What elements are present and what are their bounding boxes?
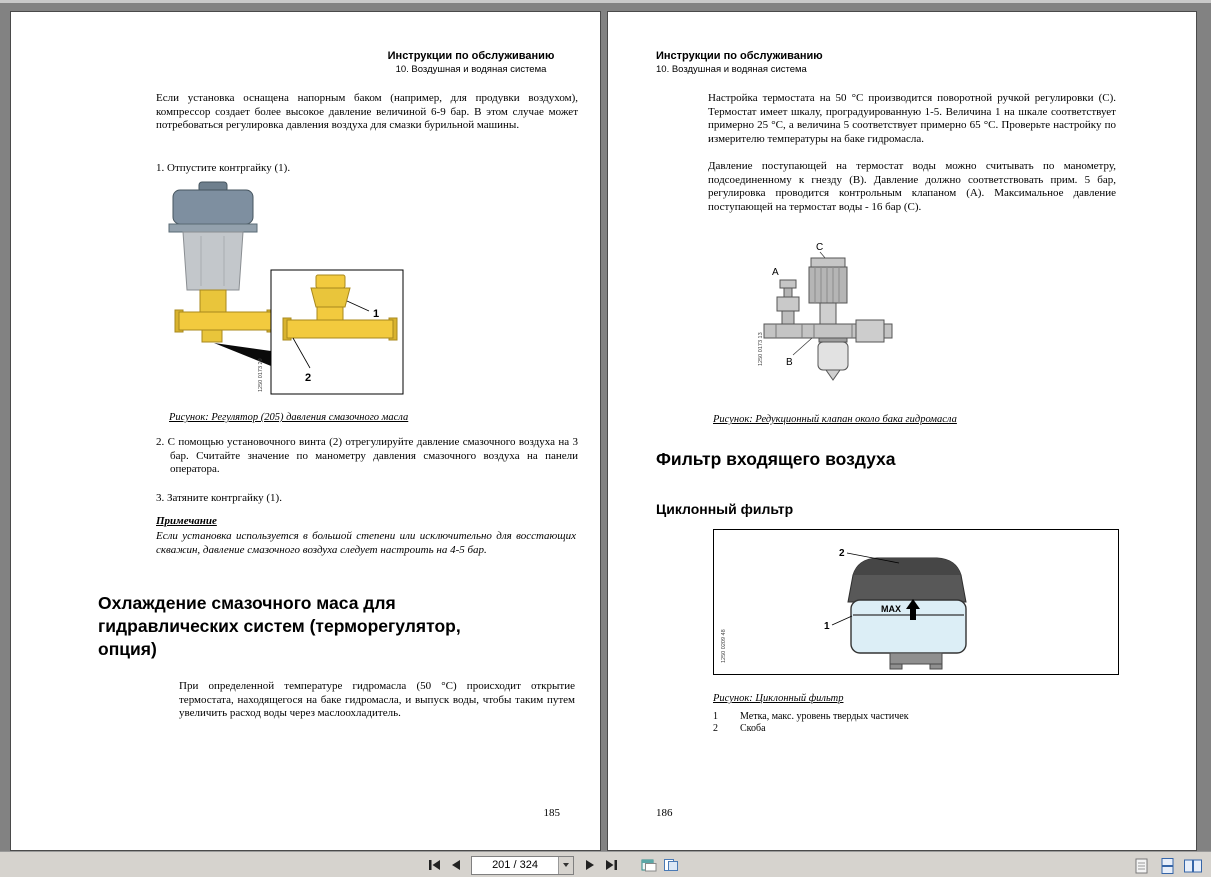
first-page-icon	[427, 859, 441, 871]
page-header	[351, 50, 591, 75]
figure-caption: Рисунок: Циклонный фильтр	[713, 693, 844, 704]
step-3: 3. Затяните контргайку (1).	[156, 492, 282, 504]
figure-code: 1250 0173 13	[758, 332, 764, 366]
page-number-box	[471, 856, 574, 875]
figure-code: 1250 0209 48	[721, 629, 727, 663]
cyclone-filter-illustration	[714, 530, 1118, 674]
figure-reduction-valve	[756, 234, 901, 406]
next-page-icon	[584, 859, 596, 871]
last-page-button[interactable]	[602, 855, 621, 875]
legend-text: Скоба	[740, 723, 766, 734]
page-number-dropdown[interactable]	[558, 857, 573, 874]
figure-caption: Рисунок: Редукционный клапан около бака гидромасла	[713, 414, 957, 425]
legend-number: 1	[713, 711, 718, 722]
regulator-illustration	[156, 180, 418, 402]
page-navigation	[424, 852, 680, 877]
legend-item	[713, 723, 1113, 735]
first-page-button[interactable]	[424, 855, 443, 875]
facing-layout-button[interactable]	[1183, 856, 1203, 876]
figure-caption: Рисунок: Регулятор (205) давления смазочного масла	[169, 412, 409, 423]
bottom-toolbar	[0, 851, 1211, 877]
figure-label-c: C	[816, 242, 824, 253]
paragraph: Настройка термостата на 50 °C производится поворотной ручкой регулировки (C). Термостат имеет шкалу, проградуированную 1-5. Величина 1 на шкале соответствует примерно 25 °C, а величина 5 соответствует примерно 65 °C. Проверьте настройку по измерителю температуры на баке гидромасла.	[708, 92, 1116, 145]
subsection-heading: Циклонный фильтр	[656, 501, 794, 517]
figure-label-2: 2	[305, 372, 312, 384]
page-number-input[interactable]	[472, 857, 558, 873]
facing-pages-button[interactable]	[661, 855, 680, 875]
previous-page-icon	[450, 859, 462, 871]
paragraph: При определенной температуре гидромасла (50 °C) происходит открытие термостата, находящегося на баке гидромасла, и выпуск воды, чтобы таким путем увеличить расход воды через маслоохладитель.	[179, 680, 575, 719]
single-page-layout-button[interactable]	[1131, 856, 1151, 876]
note-title: Примечание	[156, 515, 217, 527]
facing-pages-icon	[663, 858, 679, 872]
header-title: Инструкции по обслуживанию	[387, 50, 555, 62]
next-page-button[interactable]	[580, 855, 599, 875]
last-page-icon	[605, 859, 619, 871]
header-title: Инструкции по обслуживанию	[656, 50, 823, 62]
step-1: 1. Отпустите контргайку (1).	[156, 162, 291, 174]
figure-label-2: 2	[839, 548, 845, 559]
legend-text: Метка, макс. уровень твердых частичек	[740, 711, 909, 722]
section-heading: Фильтр входящего воздуха	[656, 449, 896, 469]
header-subtitle: 10. Воздушная и водяная система	[656, 64, 807, 75]
figure-label-b: B	[786, 357, 793, 368]
figure-cyclone-filter	[713, 529, 1119, 675]
new-window-icon	[641, 858, 657, 872]
figure-regulator	[156, 180, 418, 402]
new-window-button[interactable]	[639, 855, 658, 875]
note-body: Если установка используется в большой степени или исключительно для восстающих скважин, давление смазочного воздуха следует настроить на 4-5 бар.	[156, 530, 576, 556]
figure-legend	[713, 711, 1113, 735]
step-2: 2. С помощью установочного винта (2) отрегулируйте давление смазочного воздуха на 3 бар. Считайте значение по манометру давления смазочного воздуха на панели оператора.	[156, 436, 578, 475]
facing-layout-icon	[1184, 858, 1202, 874]
paragraph: Давление поступающей на термостат воды можно считывать по манометру, подсоединенному к гнезду (B). Давление должно соответствовать прим. 5 бар, регулировка проводится контрольным клапаном (A). Максимальное давление поступающей на термостат воды - 16 бар (C).	[708, 160, 1116, 213]
header-subtitle: 10. Воздушная и водяная система	[395, 64, 547, 75]
legend-item	[713, 711, 1113, 723]
single-page-layout-icon	[1135, 858, 1148, 874]
legend-number: 2	[713, 723, 718, 734]
chevron-down-icon	[563, 863, 569, 867]
max-level-label: MAX	[881, 604, 901, 614]
section-heading: Охлаждение смазочного маса для гидравлических систем (терморегулятор, опция)	[98, 593, 461, 659]
previous-page-button[interactable]	[446, 855, 465, 875]
layout-controls	[1131, 856, 1203, 876]
paragraph: Если установка оснащена напорным баком (например, для продувки воздухом), компрессор создает более высокое давление величиной 6-9 бар. В этом случае может потребоваться регулировка давления воздуха для смазки бурильной машины.	[156, 92, 578, 131]
reduction-valve-illustration	[756, 234, 901, 406]
document-page-186	[607, 11, 1197, 851]
page-header	[656, 50, 823, 75]
page-number: 186	[656, 807, 673, 819]
figure-label-a: A	[772, 267, 779, 278]
continuous-layout-button[interactable]	[1157, 856, 1177, 876]
document-page-185	[10, 11, 601, 851]
figure-label-1: 1	[373, 308, 380, 320]
page-number: 185	[543, 807, 560, 819]
figure-label-1: 1	[824, 621, 830, 632]
continuous-layout-icon	[1161, 858, 1174, 874]
figure-code: 1250 0173 29	[258, 358, 264, 392]
